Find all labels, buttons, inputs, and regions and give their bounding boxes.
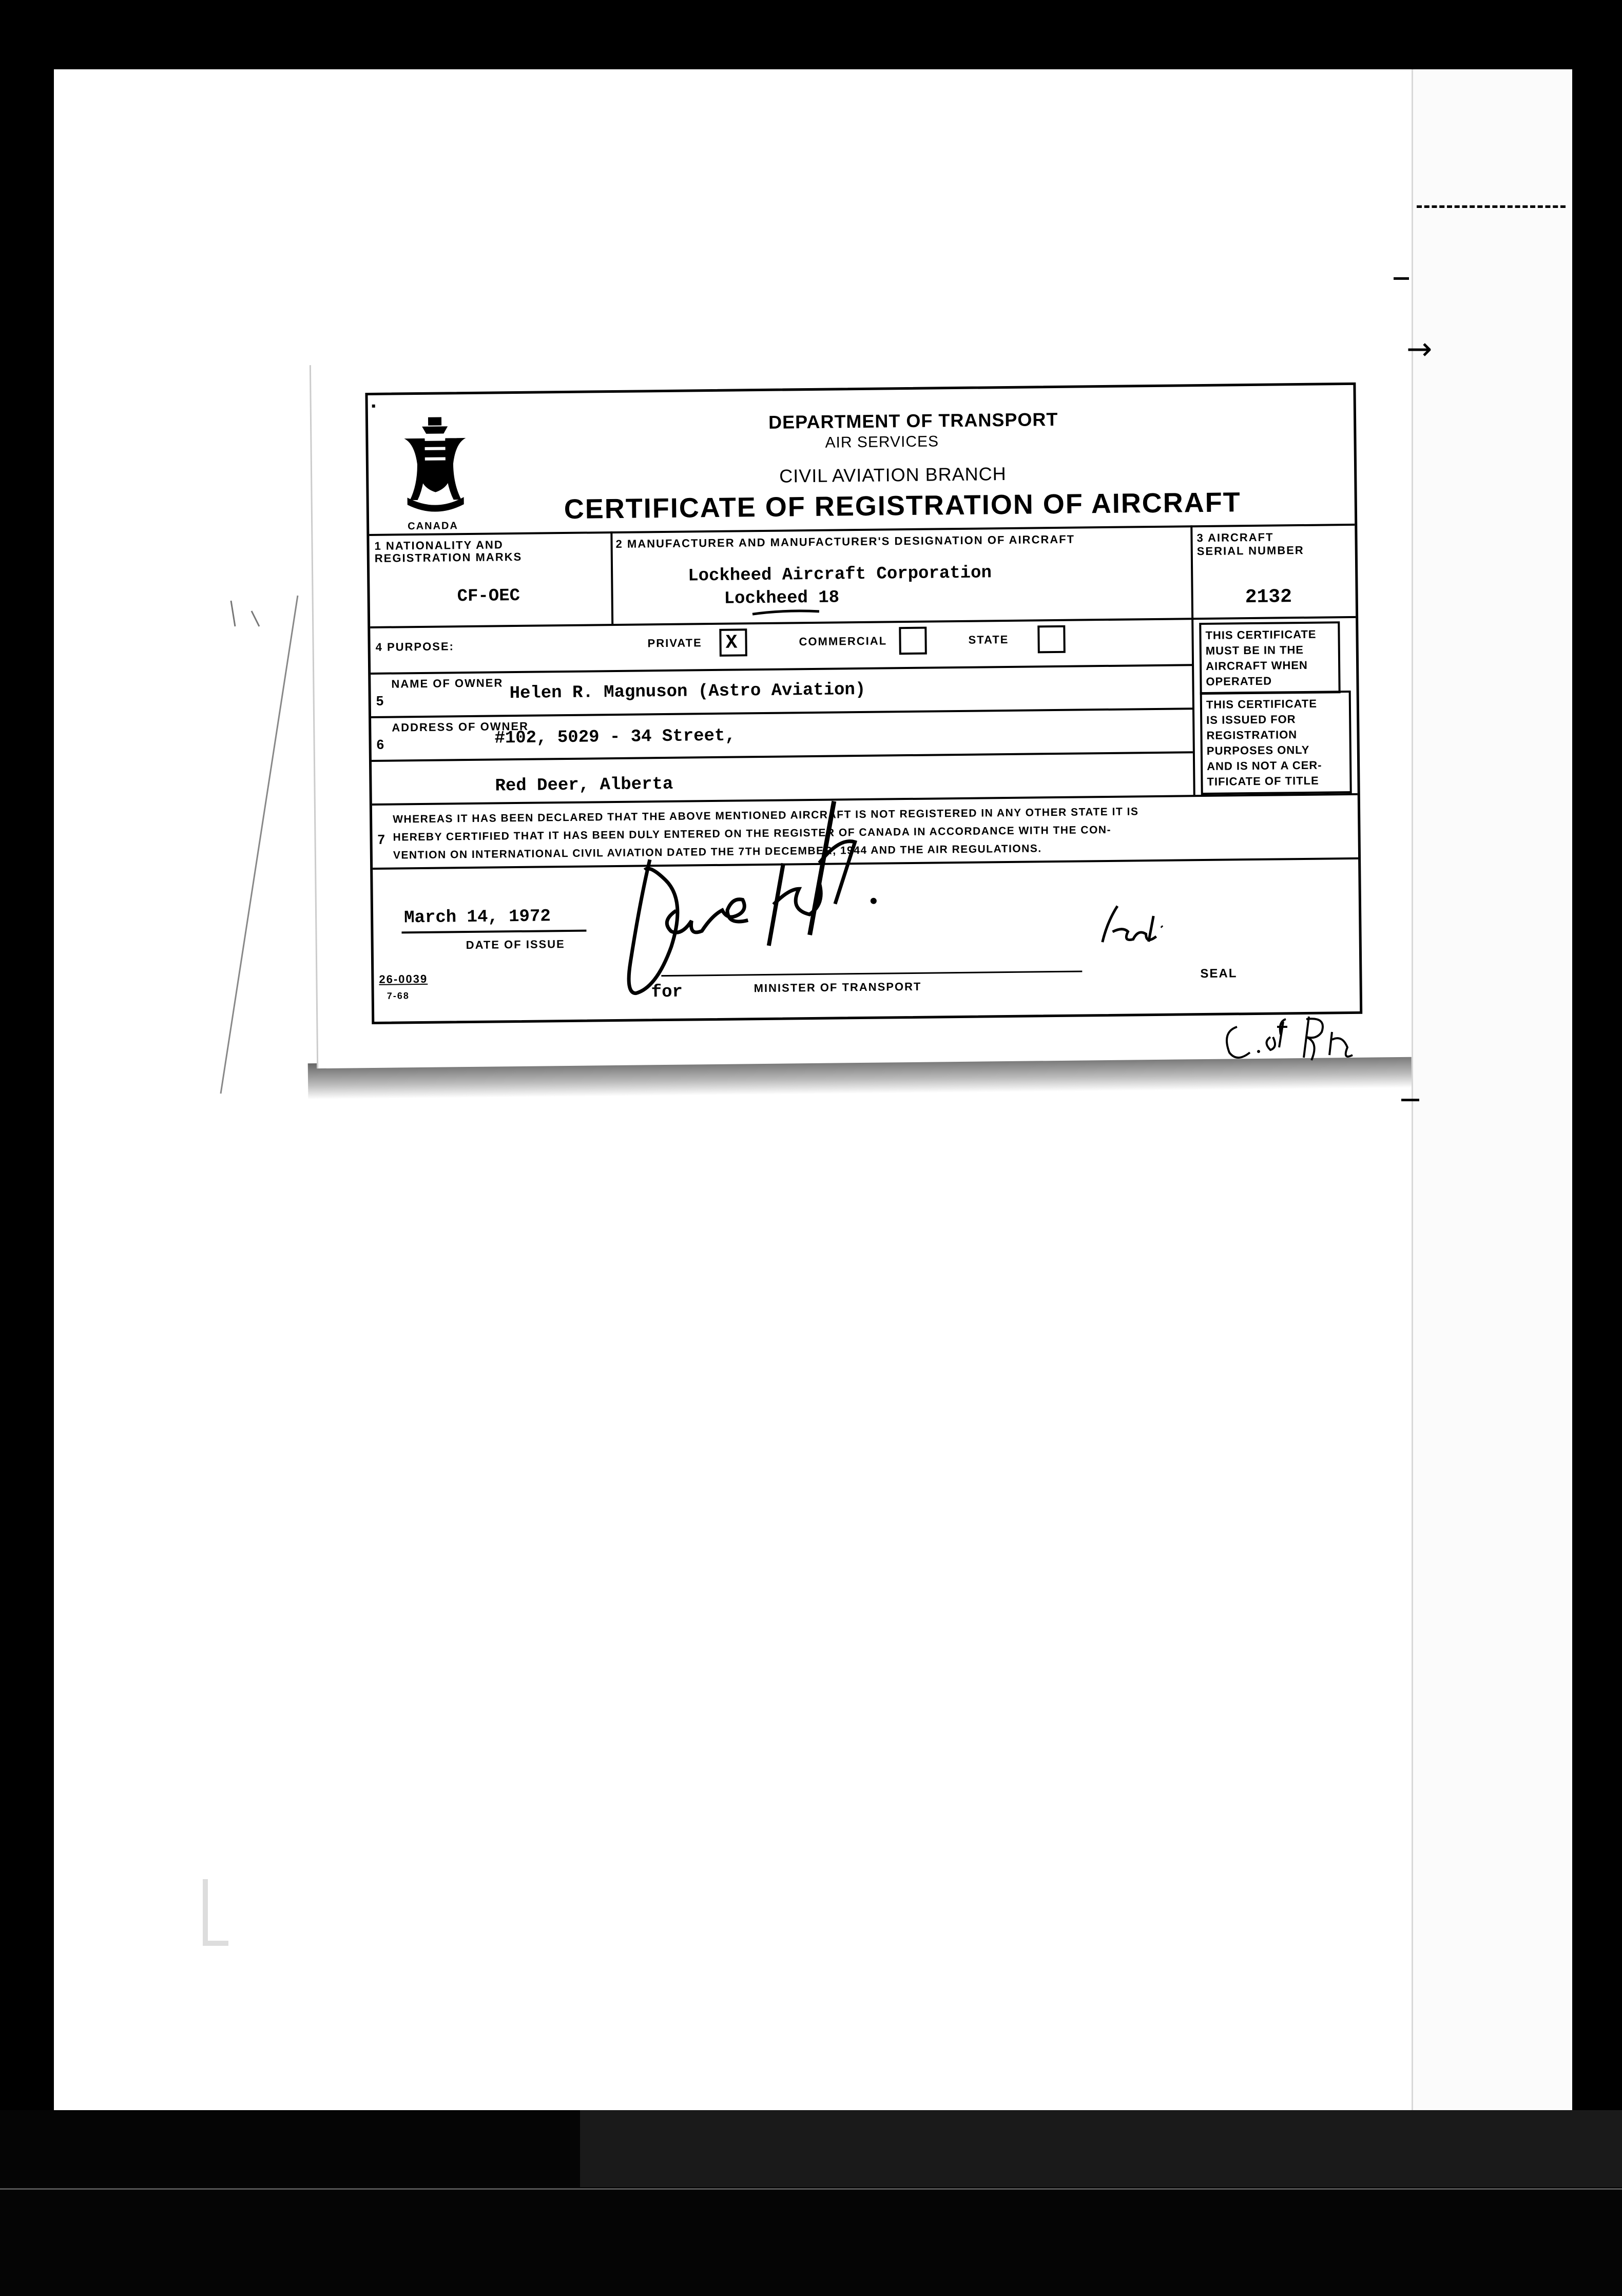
edge-arrow-icon: →	[1406, 331, 1433, 367]
state-label: STATE	[968, 633, 1009, 646]
commercial-label: COMMERCIAL	[799, 634, 887, 648]
scan-line	[0, 2188, 1622, 2190]
paper-edge-strip	[1412, 69, 1572, 2110]
handwritten-initials	[1092, 895, 1174, 953]
declaration-line3: VENTION ON INTERNATIONAL CIVIL AVIATION DATED THE 7TH DECEMBER, 1944 AND THE AIR REGULATIONS.	[393, 843, 1042, 862]
rule-row5	[371, 664, 1192, 675]
registration-certificate-card	[310, 354, 1412, 1068]
for-label: for	[651, 982, 683, 1003]
faint-letter-mark	[203, 1879, 228, 1946]
rule-row6b	[372, 751, 1193, 762]
address-label: ADDRESS OF OWNER	[392, 719, 529, 734]
edge-dash-marks	[1417, 205, 1566, 208]
seal-label: SEAL	[1200, 966, 1238, 981]
emblem-label: CANADA	[408, 520, 458, 532]
private-check-mark: X	[725, 632, 738, 654]
edge-tick	[1401, 1099, 1419, 1101]
scan-background-bar	[580, 2110, 1622, 2187]
manufacturer-value: Lockheed Aircraft Corporation	[688, 563, 992, 586]
commercial-checkbox[interactable]	[899, 627, 927, 655]
scan-smudge-marks	[195, 590, 349, 1104]
handwritten-annotation	[1222, 1006, 1376, 1073]
nationality-label: 1 NATIONALITY AND REGISTRATION MARKS	[374, 538, 523, 565]
form-corner-dot	[372, 405, 375, 408]
declaration-line1: WHEREAS IT HAS BEEN DECLARED THAT THE ABOVE MENTIONED AIRCRAFT IS NOT REGISTERED IN ANY OTHER STATE IT IS	[393, 806, 1139, 826]
registration-marks-value: CF-OEC	[457, 586, 520, 607]
address-line1: #102, 5029 - 34 Street,	[494, 726, 736, 749]
minister-label: MINISTER OF TRANSPORT	[754, 980, 922, 995]
address-line2: Red Deer, Alberta	[495, 774, 673, 796]
manufacturer-label: 2 MANUFACTURER AND MANUFACTURER'S DESIGNATION OF AIRCRAFT	[615, 532, 1075, 550]
owner-number: 5	[376, 693, 385, 709]
owner-value: Helen R. Magnuson (Astro Aviation)	[509, 680, 866, 704]
issue-date-value: March 14, 1972	[403, 907, 551, 928]
designation-value: Lockheed 18	[724, 588, 840, 609]
handwritten-signature	[618, 770, 908, 1009]
branch-heading: CIVIL AVIATION BRANCH	[779, 463, 1007, 487]
serial-value: 2132	[1245, 586, 1292, 609]
private-label: PRIVATE	[647, 636, 702, 650]
edge-tick	[1394, 277, 1409, 280]
service-heading: AIR SERVICES	[825, 433, 939, 451]
serial-label: 3 AIRCRAFT SERIAL NUMBER	[1196, 530, 1304, 558]
address-number: 6	[376, 736, 385, 752]
form-number: 26-0039	[379, 972, 428, 986]
title-notice: THIS CERTIFICATE IS ISSUED FOR REGISTRATION PURPOSES ONLY AND IS NOT A CER- TIFICATE OF TITLE	[1200, 691, 1352, 795]
purpose-label: 4 PURPOSE:	[375, 640, 455, 654]
state-checkbox[interactable]	[1037, 625, 1066, 654]
rule-col3	[1190, 525, 1195, 795]
certificate-title: CERTIFICATE OF REGISTRATION OF AIRCRAFT	[564, 487, 1242, 525]
underline-stroke	[750, 607, 822, 618]
canada-coat-of-arms-icon	[396, 415, 474, 519]
rule-col1	[610, 531, 613, 624]
carry-notice: THIS CERTIFICATE MUST BE IN THE AIRCRAFT WHEN OPERATED	[1199, 621, 1340, 695]
owner-label: NAME OF OWNER	[391, 676, 504, 691]
date-of-issue-label: DATE OF ISSUE	[466, 937, 565, 952]
issue-date-rule	[401, 930, 586, 934]
department-heading: DEPARTMENT OF TRANSPORT	[768, 408, 1058, 433]
certificate-form	[365, 382, 1362, 1024]
declaration-number: 7	[377, 831, 387, 847]
rule-row6	[371, 707, 1192, 718]
declaration-line2: HEREBY CERTIFIED THAT IT HAS BEEN DULY ENTERED ON THE REGISTER OF CANADA IN ACCORDANCE WITH THE CON-	[393, 824, 1112, 844]
private-checkbox[interactable]	[719, 628, 747, 657]
form-date: 7-68	[387, 990, 410, 1001]
